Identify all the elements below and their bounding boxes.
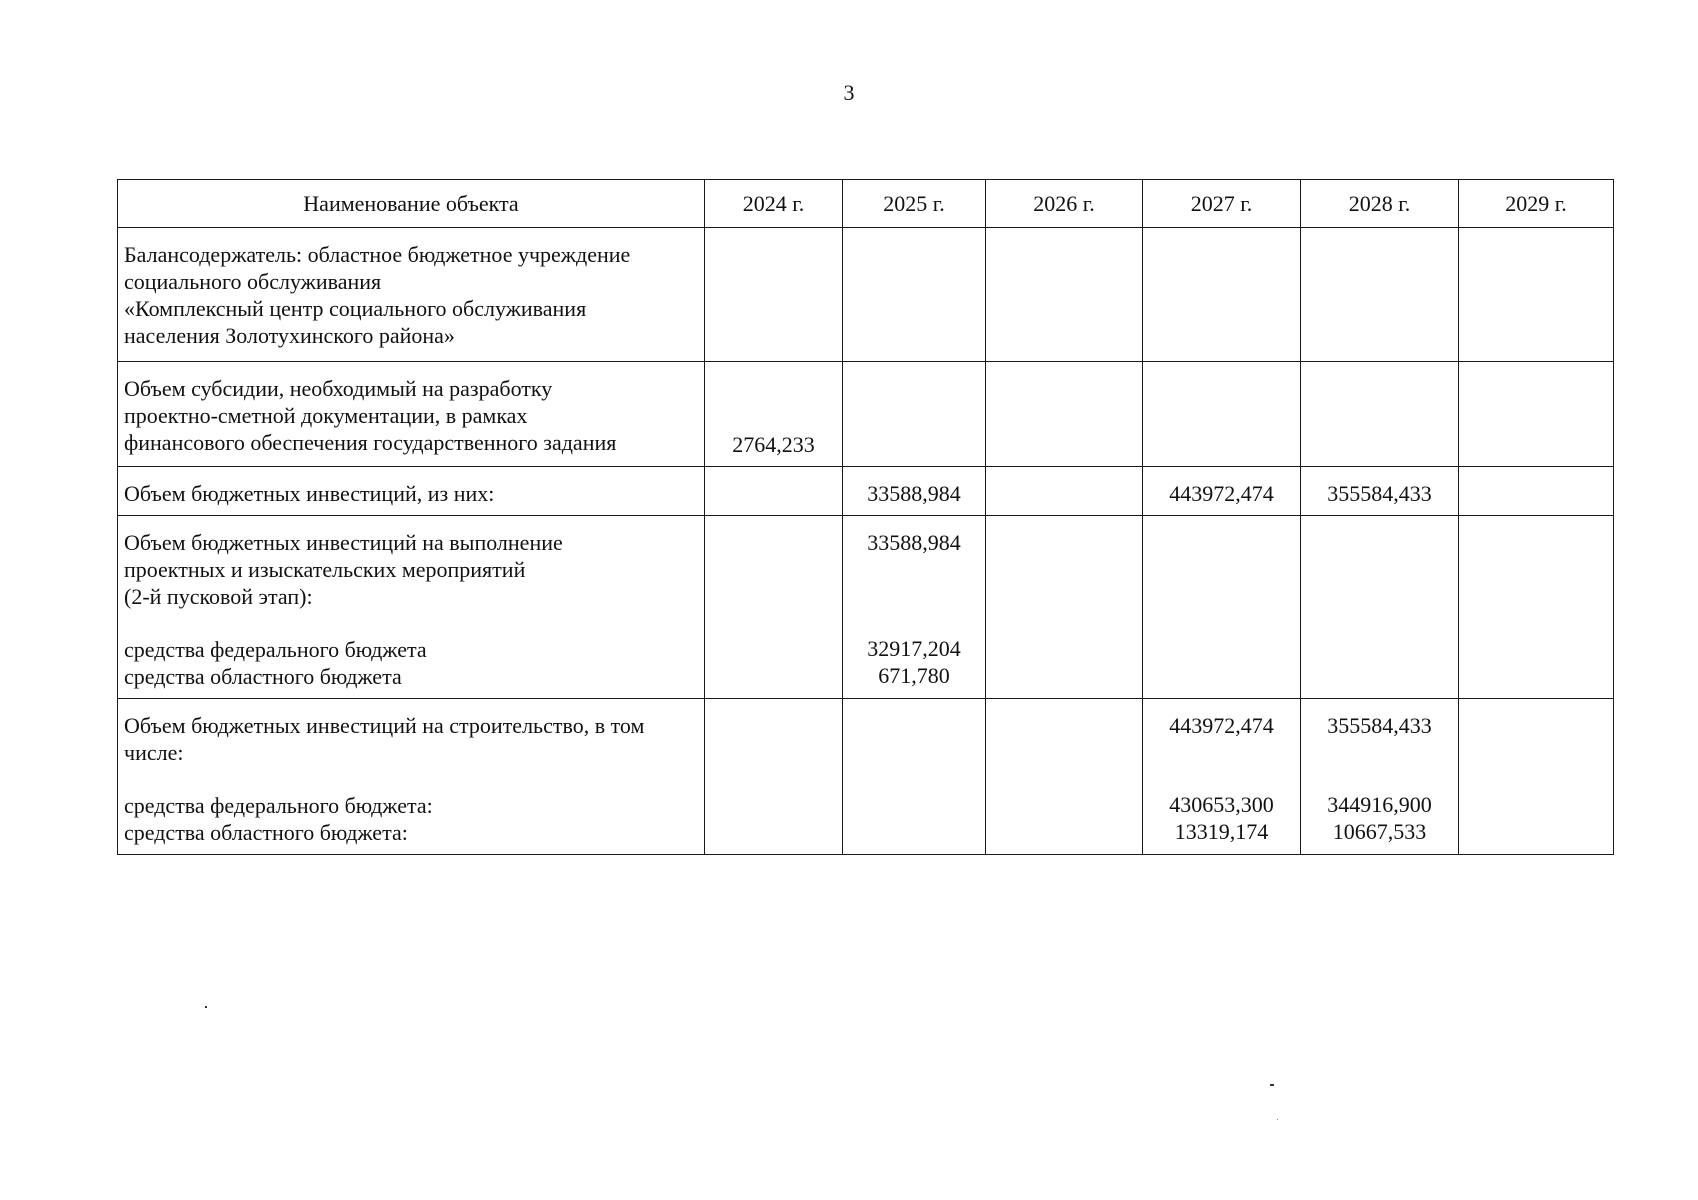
table-row-design-survey [118, 516, 1614, 699]
design-survey-name [118, 516, 705, 699]
scan-speck [1277, 1119, 1278, 1120]
cell-empty [1301, 516, 1459, 699]
cell-empty [1301, 228, 1459, 362]
cell-empty [705, 467, 843, 516]
table-row-balance-holder [118, 228, 1614, 362]
construction-2028-regional: 10667,533 [1332, 819, 1427, 844]
cell-empty [986, 467, 1143, 516]
spacer [124, 610, 698, 636]
cell-empty [1143, 228, 1301, 362]
spacer [1143, 739, 1300, 765]
design-survey-2025-total: 33588,984 [867, 530, 961, 555]
balance-holder-name [118, 228, 705, 362]
header-year-2028: 2028 г. [1301, 180, 1459, 228]
design-survey-2025-values [843, 516, 986, 699]
header-year-2027: 2027 г. [1143, 180, 1301, 228]
spacer [843, 556, 985, 582]
subsidy-line-3: финансового обеспечения государственного задания [124, 430, 617, 455]
design-survey-regional-label: средства областного бюджета [124, 664, 402, 689]
table-row-construction [118, 699, 1614, 855]
construction-line-2: числе: [124, 740, 184, 765]
construction-line-1: Объем бюджетных инвестиций на строительство, в том [124, 713, 645, 738]
cell-empty [705, 516, 843, 699]
cell-empty [1459, 467, 1614, 516]
construction-name [118, 699, 705, 855]
construction-2028-federal: 344916,900 [1327, 792, 1432, 817]
page-number: 3 [843, 80, 855, 105]
spacer [1301, 765, 1458, 791]
design-survey-federal-label: средства федерального бюджета [124, 637, 427, 662]
cell-empty [986, 699, 1143, 855]
cell-empty [1301, 362, 1459, 467]
budget-table [117, 179, 1614, 855]
construction-2027-values [1143, 699, 1301, 855]
subsidy-name [118, 362, 705, 467]
construction-2028-total: 355584,433 [1327, 713, 1432, 738]
investments-total-2025-value: 33588,984 [843, 467, 986, 516]
design-survey-2025-federal: 32917,204 [867, 636, 961, 661]
cell-empty [843, 362, 986, 467]
investments-total-2027-value: 443972,474 [1143, 467, 1301, 516]
investments-total-2028-value: 355584,433 [1301, 467, 1459, 516]
cell-empty [1459, 362, 1614, 467]
cell-empty [986, 362, 1143, 467]
cell-empty [1459, 228, 1614, 362]
construction-federal-label: средства федерального бюджета: [124, 793, 433, 818]
cell-empty [986, 516, 1143, 699]
spacer [843, 582, 985, 608]
header-year-2029: 2029 г. [1459, 180, 1614, 228]
cell-empty [705, 228, 843, 362]
header-year-2026: 2026 г. [986, 180, 1143, 228]
scan-speck [205, 1006, 207, 1008]
cell-empty [1143, 362, 1301, 467]
subsidy-line-2: проектно-сметной документации, в рамках [124, 403, 528, 428]
design-survey-line-1: Объем бюджетных инвестиций на выполнение [124, 530, 563, 555]
table-row-investments-total [118, 467, 1614, 516]
investments-total-name [118, 467, 705, 516]
cell-empty [843, 699, 986, 855]
construction-2027-total: 443972,474 [1169, 713, 1274, 738]
cell-empty [986, 228, 1143, 362]
header-year-2025: 2025 г. [843, 180, 986, 228]
spacer [843, 608, 985, 635]
balance-holder-line-2: социального обслуживания [124, 269, 382, 294]
spacer [124, 766, 698, 792]
subsidy-2024-value: 2764,233 [705, 362, 843, 467]
cell-empty [705, 699, 843, 855]
cell-empty [1459, 699, 1614, 855]
table-row-subsidy [118, 362, 1614, 467]
design-survey-line-3: (2-й пусковой этап): [124, 584, 313, 609]
construction-2027-regional: 13319,174 [1174, 819, 1269, 844]
subsidy-line-1: Объем субсидии, необходимый на разработку [124, 376, 553, 401]
cell-empty [1459, 516, 1614, 699]
table-header-row [118, 180, 1614, 228]
construction-2027-federal: 430653,300 [1169, 792, 1274, 817]
balance-holder-line-1: Балансодержатель: областное бюджетное учреждение [124, 242, 631, 267]
cell-empty [843, 228, 986, 362]
design-survey-2025-regional: 671,780 [878, 663, 950, 688]
balance-holder-line-3: «Комплексный центр социального обслуживания [124, 296, 587, 321]
header-year-2024: 2024 г. [705, 180, 843, 228]
scan-speck [1270, 1084, 1274, 1086]
design-survey-line-2: проектных и изыскательских мероприятий [124, 557, 526, 582]
cell-empty [1143, 516, 1301, 699]
spacer [1143, 765, 1300, 791]
balance-holder-line-4: населения Золотухинского района» [124, 323, 455, 348]
investments-total-line-1: Объем бюджетных инвестиций, из них: [124, 481, 495, 506]
construction-2028-values [1301, 699, 1459, 855]
construction-regional-label: средства областного бюджета: [124, 820, 408, 845]
header-object-name: Наименование объекта [118, 180, 705, 228]
spacer [1301, 739, 1458, 765]
